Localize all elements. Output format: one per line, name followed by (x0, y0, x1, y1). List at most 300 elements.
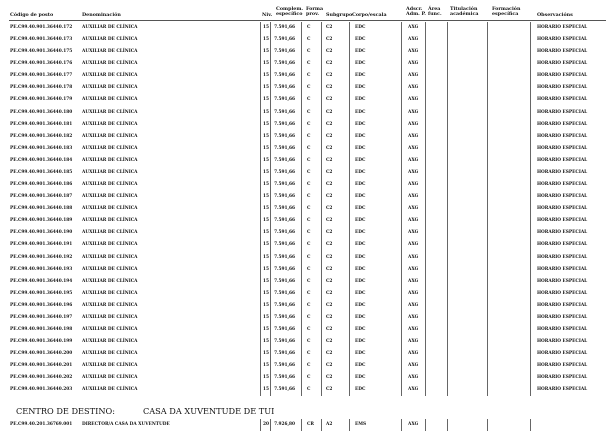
row-adscricion: AXG (408, 169, 419, 175)
row-complemento: 7.591,66 (274, 109, 295, 115)
row-niv: 15 (263, 61, 269, 67)
row-subgrupo: C2 (326, 85, 333, 91)
header-formacion-line2: específica (492, 11, 519, 18)
row-corpo: EDC (355, 375, 366, 381)
column-divider (270, 22, 271, 396)
row-corpo: EDC (355, 85, 366, 91)
row-corpo: EDC (355, 206, 366, 212)
row-adscricion: AXG (408, 278, 419, 284)
row-code: PE.C99.40.901.36440.183 (10, 145, 73, 151)
row-adscricion: AXG (408, 422, 419, 427)
row-complemento: 7.591,66 (274, 37, 295, 43)
column-divider (530, 419, 531, 431)
row-subgrupo: C2 (326, 339, 333, 345)
table-row (0, 288, 615, 300)
row-code: PE.C99.40.901.36440.173 (10, 37, 73, 43)
column-divider (260, 419, 261, 431)
row-forma: C (307, 49, 311, 55)
row-denominacion: AUXILIAR DE CLÍNICA (82, 37, 138, 43)
row-adscricion: AXG (408, 49, 419, 55)
header-titulacion-line2: académica (450, 11, 479, 18)
table-row (0, 167, 615, 179)
table-row (0, 70, 615, 82)
row-niv: 15 (263, 290, 269, 296)
row-adscricion: AXG (408, 254, 419, 260)
header-forma-line1: Forma (306, 6, 324, 12)
row-complemento: 7.591,66 (274, 314, 295, 320)
row-code: PE.C99.40.901.36440.184 (10, 157, 73, 163)
row-subgrupo: C2 (326, 302, 333, 308)
row-adscricion: AXG (408, 109, 419, 115)
column-divider (270, 419, 271, 431)
header-subgrupo: Subgrupo (326, 12, 353, 18)
row-subgrupo: C2 (326, 133, 333, 139)
table-row (0, 419, 615, 431)
header-adscricion-line2: Adm. P. (406, 11, 426, 18)
table-row (0, 179, 615, 191)
row-niv: 15 (263, 109, 269, 115)
row-denominacion: AUXILIAR DE CLÍNICA (82, 218, 138, 224)
row-niv: 15 (263, 25, 269, 30)
row-code: PE.C99.40.901.36440.196 (10, 302, 73, 308)
row-corpo: EDC (355, 49, 366, 55)
row-code: PE.C99.40.901.36440.200 (10, 351, 73, 357)
row-code: PE.C99.40.901.36440.198 (10, 327, 73, 332)
row-complemento: 7.591,66 (274, 182, 295, 188)
column-divider (425, 419, 426, 431)
row-code: PE.C99.40.901.36440.179 (10, 97, 73, 103)
row-denominacion: AUXILIAR DE CLÍNICA (82, 351, 138, 357)
row-subgrupo: C2 (326, 37, 333, 43)
table-row (0, 276, 615, 288)
row-adscricion: AXG (408, 351, 419, 357)
row-corpo: EDC (355, 351, 366, 357)
table-row (0, 191, 615, 203)
row-subgrupo: C2 (326, 278, 333, 284)
table-row (0, 46, 615, 58)
row-forma: C (307, 157, 311, 163)
row-observacions: HORARIO ESPECIAL (537, 339, 588, 345)
row-observacions: HORARIO ESPECIAL (537, 73, 588, 79)
header-titulacion-line1: Titulación (450, 6, 478, 12)
row-niv: 15 (263, 169, 269, 175)
row-forma: C (307, 387, 311, 393)
row-observacions: HORARIO ESPECIAL (537, 169, 588, 175)
row-observacions: HORARIO ESPECIAL (537, 206, 588, 212)
header-denominacion: Denominación (82, 12, 121, 18)
row-niv: 15 (263, 206, 269, 212)
header-area-line2: func. (428, 11, 442, 18)
table-row (0, 324, 615, 336)
row-forma: CR (307, 422, 314, 427)
row-denominacion: DIRECTOR/A CASA DA XUVENTUDE (82, 422, 170, 427)
row-adscricion: AXG (408, 61, 419, 67)
row-denominacion: AUXILIAR DE CLÍNICA (82, 375, 138, 381)
row-denominacion: AUXILIAR DE CLÍNICA (82, 194, 138, 200)
row-observacions: HORARIO ESPECIAL (537, 387, 588, 393)
row-subgrupo: C2 (326, 157, 333, 163)
row-complemento: 7.591,66 (274, 169, 295, 175)
row-niv: 15 (263, 121, 269, 127)
row-denominacion: AUXILIAR DE CLÍNICA (82, 206, 138, 212)
row-forma: C (307, 266, 311, 272)
row-code: PE.C99.40.901.36440.172 (10, 25, 73, 30)
row-forma: C (307, 339, 311, 345)
row-niv: 15 (263, 314, 269, 320)
row-niv: 15 (263, 363, 269, 369)
row-observacions: HORARIO ESPECIAL (537, 121, 588, 127)
row-corpo: EDC (355, 37, 366, 43)
row-niv: 20 (263, 422, 269, 427)
row-corpo: EDC (355, 327, 366, 332)
row-complemento: 7.591,66 (274, 387, 295, 393)
header-area-line1: Área (428, 6, 441, 12)
row-complemento: 7.591,66 (274, 49, 295, 55)
table-row (0, 143, 615, 155)
row-adscricion: AXG (408, 182, 419, 188)
row-code: PE.C99.40.901.36440.180 (10, 109, 73, 115)
row-denominacion: AUXILIAR DE CLÍNICA (82, 278, 138, 284)
row-denominacion: AUXILIAR DE CLÍNICA (82, 133, 138, 139)
row-complemento: 7.591,66 (274, 121, 295, 127)
row-niv: 15 (263, 49, 269, 55)
row-complemento: 7.591,66 (274, 278, 295, 284)
row-denominacion: AUXILIAR DE CLÍNICA (82, 302, 138, 308)
row-complemento: 7.591,66 (274, 206, 295, 212)
row-adscricion: AXG (408, 25, 419, 30)
table-row (0, 34, 615, 46)
row-complemento: 7.591,66 (274, 157, 295, 163)
row-adscricion: AXG (408, 242, 419, 248)
row-niv: 15 (263, 157, 269, 163)
row-subgrupo: C2 (326, 290, 333, 296)
row-denominacion: AUXILIAR DE CLÍNICA (82, 290, 138, 296)
row-adscricion: AXG (408, 85, 419, 91)
row-denominacion: AUXILIAR DE CLÍNICA (82, 327, 138, 332)
column-divider (321, 22, 322, 396)
row-denominacion: AUXILIAR DE CLÍNICA (82, 109, 138, 115)
column-divider (349, 22, 350, 396)
row-code: PE.C99.40.901.36440.181 (10, 121, 73, 127)
row-forma: C (307, 109, 311, 115)
row-denominacion: AUXILIAR DE CLÍNICA (82, 85, 138, 91)
row-observacions: HORARIO ESPECIAL (537, 254, 588, 260)
table-row (0, 119, 615, 131)
table-row (0, 82, 615, 94)
row-subgrupo: C2 (326, 387, 333, 393)
row-adscricion: AXG (408, 375, 419, 381)
row-adscricion: AXG (408, 157, 419, 163)
row-corpo: EDC (355, 109, 366, 115)
row-corpo: EDC (355, 61, 366, 67)
row-niv: 15 (263, 133, 269, 139)
row-code: PE.C99.40.901.36440.185 (10, 169, 73, 175)
row-niv: 15 (263, 218, 269, 224)
row-corpo: EDC (355, 97, 366, 103)
row-code: PE.C99.40.901.36440.201 (10, 363, 73, 369)
row-niv: 15 (263, 85, 269, 91)
row-code: PE.C99.40.901.36440.202 (10, 375, 73, 381)
row-forma: C (307, 302, 311, 308)
column-divider (301, 22, 302, 396)
row-niv: 15 (263, 339, 269, 345)
row-observacions: HORARIO ESPECIAL (537, 25, 588, 30)
row-denominacion: AUXILIAR DE CLÍNICA (82, 363, 138, 369)
row-forma: C (307, 363, 311, 369)
row-complemento: 7.591,66 (274, 218, 295, 224)
row-corpo: EDC (355, 133, 366, 139)
table-row (0, 312, 615, 324)
header-observacions: Observacións (537, 12, 573, 18)
row-complemento: 7.591,66 (274, 290, 295, 296)
row-code: PE.C99.40.901.36440.177 (10, 73, 73, 79)
row-denominacion: AUXILIAR DE CLÍNICA (82, 242, 138, 248)
row-forma: C (307, 25, 311, 30)
row-denominacion: AUXILIAR DE CLÍNICA (82, 157, 138, 163)
row-complemento: 7.591,66 (274, 339, 295, 345)
row-subgrupo: C2 (326, 363, 333, 369)
row-observacions: HORARIO ESPECIAL (537, 363, 588, 369)
row-corpo: EDC (355, 387, 366, 393)
row-adscricion: AXG (408, 363, 419, 369)
row-observacions: HORARIO ESPECIAL (537, 278, 588, 284)
row-complemento: 7.591,66 (274, 85, 295, 91)
header-titulacion (450, 7, 478, 18)
row-subgrupo: C2 (326, 121, 333, 127)
table-row (0, 155, 615, 167)
row-corpo: EDC (355, 339, 366, 345)
row-niv: 15 (263, 266, 269, 272)
row-niv: 15 (263, 97, 269, 103)
row-corpo: EMS (355, 422, 367, 427)
row-forma: C (307, 230, 311, 236)
row-niv: 15 (263, 230, 269, 236)
header-codigo: Código de posto (10, 12, 54, 18)
row-adscricion: AXG (408, 97, 419, 103)
row-complemento: 7.591,66 (274, 266, 295, 272)
row-niv: 15 (263, 254, 269, 260)
row-denominacion: AUXILIAR DE CLÍNICA (82, 182, 138, 188)
table-row (0, 384, 615, 396)
row-adscricion: AXG (408, 290, 419, 296)
row-forma: C (307, 254, 311, 260)
header-underline (9, 20, 606, 21)
row-adscricion: AXG (408, 145, 419, 151)
row-denominacion: AUXILIAR DE CLÍNICA (82, 387, 138, 393)
row-observacions: HORARIO ESPECIAL (537, 375, 588, 381)
row-code: PE.C99.40.901.36440.195 (10, 290, 73, 296)
row-adscricion: AXG (408, 314, 419, 320)
row-adscricion: AXG (408, 339, 419, 345)
row-observacions: HORARIO ESPECIAL (537, 97, 588, 103)
row-complemento: 7.591,66 (274, 97, 295, 103)
row-observacions: HORARIO ESPECIAL (537, 327, 588, 332)
row-corpo: EDC (355, 157, 366, 163)
row-code: PE.C99.40.901.36440.188 (10, 206, 73, 212)
row-observacions: HORARIO ESPECIAL (537, 242, 588, 248)
column-divider (530, 22, 531, 396)
row-niv: 15 (263, 242, 269, 248)
table-row (0, 239, 615, 251)
header-adscricion (406, 7, 426, 18)
row-subgrupo: C2 (326, 182, 333, 188)
column-divider (321, 419, 322, 431)
row-subgrupo: C2 (326, 97, 333, 103)
row-observacions: HORARIO ESPECIAL (537, 109, 588, 115)
row-adscricion: AXG (408, 206, 419, 212)
header-adscricion-line1: Adscr. (406, 6, 423, 12)
row-complemento: 7.591,66 (274, 133, 295, 139)
row-denominacion: AUXILIAR DE CLÍNICA (82, 254, 138, 260)
row-denominacion: AUXILIAR DE CLÍNICA (82, 25, 138, 30)
row-forma: C (307, 73, 311, 79)
row-adscricion: AXG (408, 230, 419, 236)
column-divider (447, 419, 448, 431)
row-complemento: 7.591,66 (274, 25, 295, 30)
row-code: PE.C99.40.901.36440.190 (10, 230, 73, 236)
row-complemento: 7.591,66 (274, 363, 295, 369)
row-code: PE.C99.40.901.36440.176 (10, 61, 73, 67)
row-niv: 15 (263, 37, 269, 43)
row-observacions: HORARIO ESPECIAL (537, 182, 588, 188)
row-forma: C (307, 85, 311, 91)
column-divider (447, 22, 448, 396)
header-niv: Niv. (262, 12, 273, 18)
column-divider (301, 419, 302, 431)
row-adscricion: AXG (408, 327, 419, 332)
row-complemento: 7.591,66 (274, 351, 295, 357)
row-observacions: HORARIO ESPECIAL (537, 49, 588, 55)
row-niv: 15 (263, 375, 269, 381)
row-adscricion: AXG (408, 302, 419, 308)
row-observacions: HORARIO ESPECIAL (537, 145, 588, 151)
row-complemento: 7.926,80 (274, 422, 295, 427)
row-forma: C (307, 327, 311, 332)
row-corpo: EDC (355, 254, 366, 260)
row-complemento: 7.591,66 (274, 302, 295, 308)
row-corpo: EDC (355, 302, 366, 308)
row-corpo: EDC (355, 363, 366, 369)
column-divider (401, 419, 402, 431)
row-adscricion: AXG (408, 73, 419, 79)
row-forma: C (307, 242, 311, 248)
row-observacions: HORARIO ESPECIAL (537, 290, 588, 296)
column-divider (401, 22, 402, 396)
table-row (0, 131, 615, 143)
column-divider (425, 22, 426, 396)
table-row (0, 372, 615, 384)
row-corpo: EDC (355, 73, 366, 79)
row-observacions: HORARIO ESPECIAL (537, 133, 588, 139)
row-code: PE.C99.40.901.36440.191 (10, 242, 73, 248)
row-code: PE.C99.40.901.36440.175 (10, 49, 73, 55)
header-formacion-line1: Formación (492, 6, 521, 12)
column-divider (487, 419, 488, 431)
row-corpo: EDC (355, 230, 366, 236)
row-subgrupo: A2 (326, 422, 333, 427)
row-corpo: EDC (355, 145, 366, 151)
row-code: PE.C99.40.901.36440.178 (10, 85, 73, 91)
row-subgrupo: C2 (326, 327, 333, 332)
row-corpo: EDC (355, 242, 366, 248)
row-forma: C (307, 375, 311, 381)
row-forma: C (307, 206, 311, 212)
row-observacions: HORARIO ESPECIAL (537, 85, 588, 91)
row-niv: 15 (263, 351, 269, 357)
row-forma: C (307, 61, 311, 67)
row-niv: 15 (263, 387, 269, 393)
row-forma: C (307, 314, 311, 320)
row-subgrupo: C2 (326, 375, 333, 381)
row-complemento: 7.591,66 (274, 145, 295, 151)
row-subgrupo: C2 (326, 169, 333, 175)
table-row (0, 264, 615, 276)
row-niv: 15 (263, 278, 269, 284)
row-niv: 15 (263, 73, 269, 79)
header-forma-line2: prov. (306, 11, 320, 18)
header-forma (306, 7, 323, 18)
row-niv: 15 (263, 182, 269, 188)
row-adscricion: AXG (408, 387, 419, 393)
row-observacions: HORARIO ESPECIAL (537, 230, 588, 236)
row-denominacion: AUXILIAR DE CLÍNICA (82, 339, 138, 345)
row-adscricion: AXG (408, 218, 419, 224)
row-subgrupo: C2 (326, 266, 333, 272)
row-subgrupo: C2 (326, 206, 333, 212)
row-complemento: 7.591,66 (274, 194, 295, 200)
row-code: PE.C99.40.901.36440.197 (10, 314, 73, 320)
row-code: PE.C99.40.901.36440.189 (10, 218, 73, 224)
row-adscricion: AXG (408, 194, 419, 200)
row-subgrupo: C2 (326, 314, 333, 320)
row-code: PE.C99.40.901.36440.194 (10, 278, 73, 284)
row-code: PE.C99.40.901.36440.199 (10, 339, 73, 345)
header-complemento (276, 7, 303, 18)
centro-name: CASA DA XUVENTUDE DE TUI (143, 406, 275, 416)
row-subgrupo: C2 (326, 145, 333, 151)
row-complemento: 7.591,66 (274, 230, 295, 236)
row-observacions: HORARIO ESPECIAL (537, 266, 588, 272)
row-forma: C (307, 37, 311, 43)
row-denominacion: AUXILIAR DE CLÍNICA (82, 266, 138, 272)
row-complemento: 7.591,66 (274, 242, 295, 248)
row-forma: C (307, 97, 311, 103)
row-observacions: HORARIO ESPECIAL (537, 314, 588, 320)
row-corpo: EDC (355, 218, 366, 224)
row-subgrupo: C2 (326, 73, 333, 79)
table-row (0, 58, 615, 70)
row-forma: C (307, 182, 311, 188)
table-row (0, 22, 615, 34)
table-row (0, 300, 615, 312)
row-complemento: 7.591,66 (274, 254, 295, 260)
row-forma: C (307, 194, 311, 200)
row-code: PE.C99.40.901.36440.192 (10, 254, 73, 260)
row-code: PE.C99.40.901.36440.193 (10, 266, 73, 272)
table-row (0, 215, 615, 227)
row-denominacion: AUXILIAR DE CLÍNICA (82, 230, 138, 236)
row-denominacion: AUXILIAR DE CLÍNICA (82, 97, 138, 103)
header-formacion (492, 7, 520, 18)
row-corpo: EDC (355, 194, 366, 200)
row-observacions: HORARIO ESPECIAL (537, 351, 588, 357)
row-observacions: HORARIO ESPECIAL (537, 37, 588, 43)
column-divider (487, 22, 488, 396)
row-denominacion: AUXILIAR DE CLÍNICA (82, 169, 138, 175)
row-complemento: 7.591,66 (274, 61, 295, 67)
row-subgrupo: C2 (326, 254, 333, 260)
row-adscricion: AXG (408, 37, 419, 43)
